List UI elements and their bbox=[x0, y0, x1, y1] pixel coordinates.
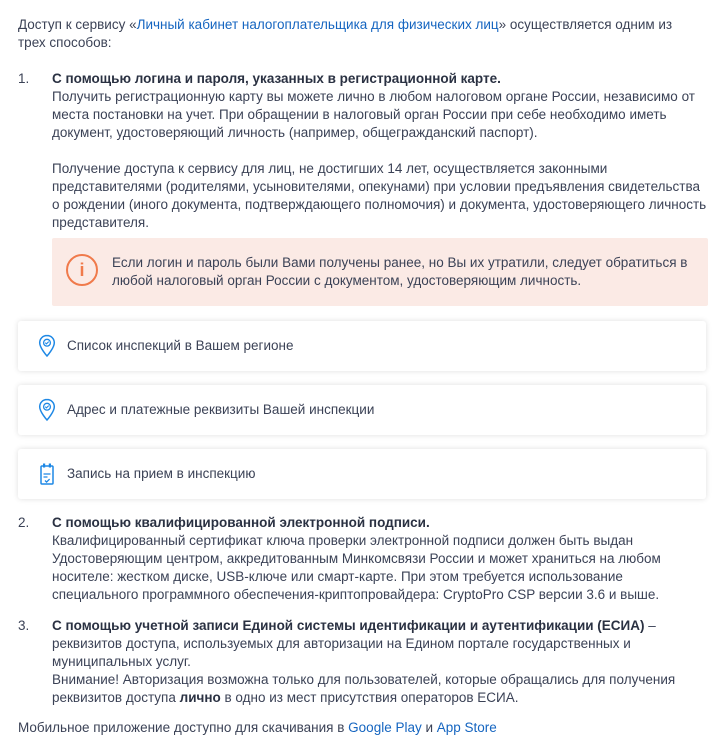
method-text-minors: Получение доступа к сервису для лиц, не достигших 14 лет, осуществляется законными представителями (родителями, усыновителями, опекунами) при условии предъявления свидетельства о рождении (иного документа, подтверждающего полномочия) и документа, удостоверяющего личность представителя. bbox=[52, 161, 707, 230]
method-text: Получить регистрационную карту вы можете лично в любом налоговом органе России, независимо от места постановки на учет. При обращении в налоговый орган России при себе необходимо иметь документ, удостоверяющий личность (например, общегражданский паспорт). bbox=[52, 89, 695, 140]
warning-suffix: в одно из мест присутствия операторов ЕСИА. bbox=[220, 690, 519, 705]
card-label: Список инспекций в Вашем регионе bbox=[67, 338, 294, 353]
method-1 bbox=[18, 70, 708, 230]
method-warning bbox=[52, 671, 708, 707]
method-title-suffix: – реквизитов доступа, используемых для авторизации на Едином портале государственных и муниципальных услуг. bbox=[52, 618, 656, 669]
warning-prefix: Внимание! Авторизация возможна только для пользователей, которые обращались для получения реквизитов доступа bbox=[52, 672, 676, 705]
personal-account-link[interactable]: Личный кабинет налогоплательщика для физических лиц bbox=[136, 17, 499, 32]
card-label: Запись на прием в инспекцию bbox=[67, 466, 256, 481]
intro-suffix: » осуществляется одним из трех способов: bbox=[18, 17, 673, 50]
warning-bold: лично bbox=[179, 690, 221, 705]
info-icon: i bbox=[66, 254, 98, 286]
google-play-link[interactable]: Google Play bbox=[348, 720, 422, 735]
calendar-appointment-icon bbox=[36, 462, 58, 486]
method-2 bbox=[18, 514, 708, 604]
inspection-details-link[interactable] bbox=[18, 385, 706, 435]
notice-text: Если логин и пароль были Вами получены ранее, но Вы их утратили, следует обратиться в любой налоговый орган России с документом, удостоверяющим личность. bbox=[112, 255, 688, 288]
method-title: С помощью логина и пароля, указанных в регистрационной карте. bbox=[52, 71, 501, 86]
method-title: С помощью квалифицированной электронной подписи. bbox=[52, 515, 430, 530]
footer-prefix: Мобильное приложение доступно для скачивания в bbox=[18, 720, 349, 735]
method-body bbox=[52, 514, 708, 604]
appointment-link[interactable] bbox=[18, 449, 706, 499]
notice-box bbox=[52, 238, 708, 306]
inspections-list-link[interactable] bbox=[18, 321, 706, 371]
method-body bbox=[52, 617, 708, 707]
intro-paragraph bbox=[18, 16, 698, 52]
intro-prefix: Доступ к сервису « bbox=[18, 17, 137, 32]
map-pin-icon bbox=[36, 398, 58, 422]
card-label: Адрес и платежные реквизиты Вашей инспекции bbox=[67, 402, 375, 417]
method-text: Квалифицированный сертификат ключа проверки электронной подписи должен быть выдан Удостоверяющим центром, аккредитованным Минкомсвязи России и может храниться на любом носителе: жестком диске, USB-ключе или смарт-карте. При этом требуется использование специального программного обеспечения-криптопровайдера: CryptoPro CSP версии 3.6 и выше. bbox=[52, 533, 661, 602]
method-3 bbox=[18, 617, 708, 707]
app-store-link[interactable]: App Store bbox=[436, 720, 497, 735]
method-number: 1. bbox=[18, 71, 30, 86]
footer-note bbox=[18, 719, 698, 737]
method-title: С помощью учетной записи Единой системы идентификации и аутентификации (ЕСИА) bbox=[52, 618, 645, 633]
method-body bbox=[52, 70, 708, 232]
footer-and: и bbox=[421, 720, 437, 735]
method-title-line bbox=[52, 617, 708, 671]
map-pin-icon bbox=[36, 334, 58, 358]
method-number: 2. bbox=[18, 515, 30, 530]
method-number: 3. bbox=[18, 618, 30, 633]
